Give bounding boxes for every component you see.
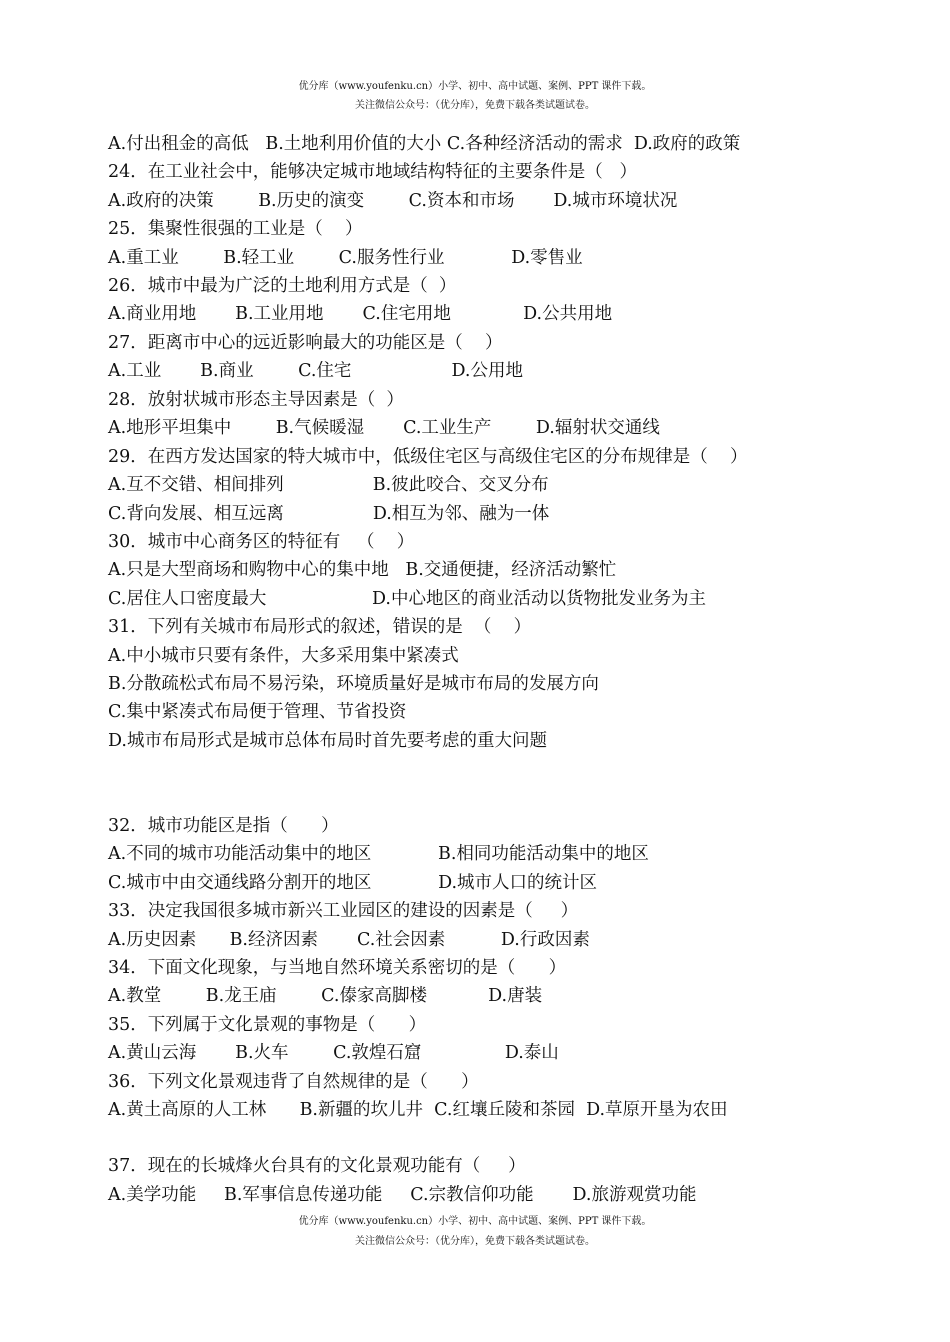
q29-options-row-1: A.互不交错、相间排列 B.彼此咬合、交叉分布 xyxy=(108,475,549,495)
q31-option-b: B.分散疏松式布局不易污染，环境质量好是城市布局的发展方向 xyxy=(108,674,599,694)
q26-options: A.商业用地 B.工业用地 C.住宅用地 D.公共用地 xyxy=(108,304,613,324)
q31-option-c: C.集中紧凑式布局便于管理、节省投资 xyxy=(108,702,407,722)
q23-options: A.付出租金的高低 B.土地利用价值的大小 C.各种经济活动的需求 D.政府的政策 xyxy=(108,134,741,154)
question-36: 36．下列文化景观违背了自然规律的是（ ） xyxy=(108,1072,479,1092)
q36-options: A.黄土高原的人工林 B.新疆的坎儿井 C.红壤丘陵和茶园 D.草原开垦为农田 xyxy=(108,1100,728,1120)
question-24: 24．在工业社会中，能够决定城市地域结构特征的主要条件是（ ） xyxy=(108,162,637,182)
q29-options-row-2: C.背向发展、相互远离 D.相互为邻、融为一体 xyxy=(108,504,550,524)
question-31: 31．下列有关城市布局形式的叙述，错误的是 （ ） xyxy=(108,617,532,637)
question-34: 34．下面文化现象，与当地自然环境关系密切的是（ ） xyxy=(108,958,567,978)
question-33: 33．决定我国很多城市新兴工业园区的建设的因素是（ ） xyxy=(108,901,579,921)
footer-line-1: 优分库（www.youfenku.cn）小学、初中、高中试题、案例、PPT 课件下载。 xyxy=(298,1216,652,1227)
q33-options: A.历史因素 B.经济因素 C.社会因素 D.行政因素 xyxy=(108,930,590,950)
header-line-2: 关注微信公众号：（优分库），免费下载各类试题试卷。 xyxy=(355,100,595,111)
question-28: 28．放射状城市形态主导因素是（ ） xyxy=(108,390,404,410)
question-25: 25．集聚性很强的工业是（ ） xyxy=(108,219,363,239)
q35-options: A.黄山云海 B.火车 C.敦煌石窟 D.泰山 xyxy=(108,1043,559,1063)
q31-option-a: A.中小城市只要有条件，大多采用集中紧凑式 xyxy=(108,646,459,666)
footer-line-2: 关注微信公众号：（优分库），免费下载各类试题试卷。 xyxy=(355,1236,595,1247)
q24-options: A.政府的决策 B.历史的演变 C.资本和市场 D.城市环境状况 xyxy=(108,191,678,211)
question-30: 30．城市中心商务区的特征有 （ ） xyxy=(108,532,415,552)
question-32: 32．城市功能区是指（ ） xyxy=(108,816,339,836)
header-line-1: 优分库（www.youfenku.cn）小学、初中、高中试题、案例、PPT 课件下载。 xyxy=(298,81,652,92)
q32-options-row-1: A.不同的城市功能活动集中的地区 B.相同功能活动集中的地区 xyxy=(108,844,649,864)
q27-options: A.工业 B.商业 C.住宅 D.公用地 xyxy=(108,361,523,381)
q31-option-d: D.城市布局形式是城市总体布局时首先要考虑的重大问题 xyxy=(108,731,547,751)
q37-options: A.美学功能 B.军事信息传递功能 C.宗教信仰功能 D.旅游观赏功能 xyxy=(108,1185,697,1205)
q28-options: A.地形平坦集中 B.气候暖湿 C.工业生产 D.辐射状交通线 xyxy=(108,418,660,438)
q30-options-row-2: C.居住人口密度最大 D.中心地区的商业活动以货物批发业务为主 xyxy=(108,589,706,609)
question-29: 29．在西方发达国家的特大城市中，低级住宅区与高级住宅区的分布规律是（ ） xyxy=(108,447,748,467)
q25-options: A.重工业 B.轻工业 C.服务性行业 D.零售业 xyxy=(108,248,583,268)
question-35: 35．下列属于文化景观的事物是（ ） xyxy=(108,1015,427,1035)
q34-options: A.教堂 B.龙王庙 C.傣家高脚楼 D.唐装 xyxy=(108,986,543,1006)
question-37: 37．现在的长城烽火台具有的文化景观功能有（ ） xyxy=(108,1156,526,1176)
q30-options-row-1: A.只是大型商场和购物中心的集中地 B.交通便捷，经济活动繁忙 xyxy=(108,560,617,580)
question-26: 26．城市中最为广泛的土地利用方式是（ ） xyxy=(108,276,457,296)
question-27: 27．距离市中心的远近影响最大的功能区是（ ） xyxy=(108,333,503,353)
q32-options-row-2: C.城市中由交通线路分割开的地区 D.城市人口的统计区 xyxy=(108,873,598,893)
